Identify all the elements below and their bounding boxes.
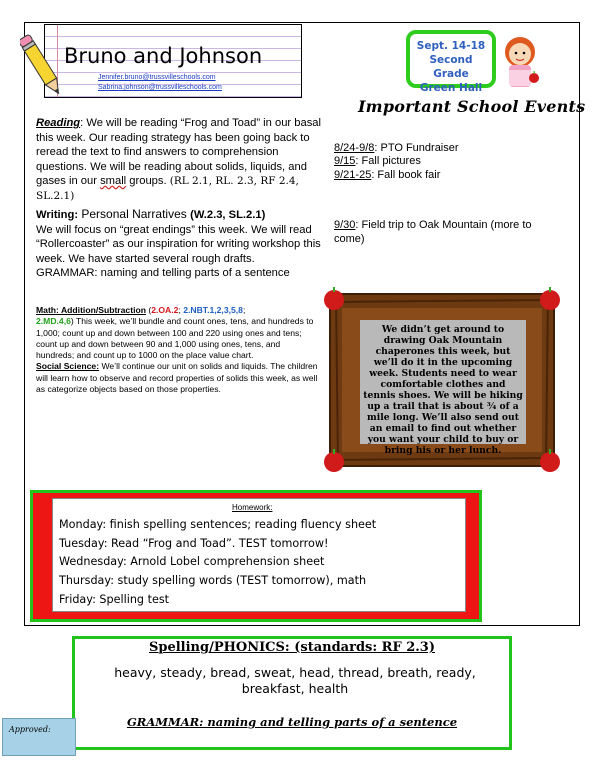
approved-box[interactable] — [2, 718, 76, 756]
email-link-johnson[interactable]: Sabrina.johnson@trussvilleschools.com — [98, 84, 222, 91]
hall-label: Green Hall — [419, 82, 483, 94]
homework-item: Wednesday: Arnold Lobel comprehension sheet — [59, 555, 325, 568]
writing-heading: Writing: — [36, 209, 79, 221]
reading-section: Reading: We will be reading “Frog and Toad” in our basal this week. Our reading strategy has been going back to reread the text to find answers to comprehension questions. We will be reading about solids, liquids, and gases in our small groups. (RL 2.1, RL. 2.3, RF 2.4, SL.2.1) — [36, 117, 322, 202]
grammar-note: GRAMMAR: naming and telling parts of a sentence — [36, 267, 290, 279]
math-heading: Math: Addition/Subtraction — [36, 305, 146, 315]
pencil-icon — [20, 30, 64, 102]
events-title: Important School Events — [358, 97, 586, 116]
homework-item: Thursday: study spelling words (TEST tomorrow), math — [59, 574, 367, 587]
event-item: 9/30: Field trip to Oak Mountain (more to come) — [334, 219, 532, 245]
writing-standards: (W.2.3, SL.2.1) — [190, 209, 266, 221]
homework-title: Homework: — [232, 503, 273, 512]
page-title: Bruno and Johnson — [64, 44, 263, 68]
grade-label: Second Grade — [429, 54, 473, 80]
math-section: Math: Addition/Subtraction (2.OA.2; 2.NBT.1,2,3,5,8; 2.MD.4,6) This week, we’ll bundle and count ones, tens, and hundreds to 1,000; count up and down between 100 and 220 using ones and tens; count up and down between 90 and 1,000 using ones, tens, and hundreds; and count up to 1000 on the place value chart. Social Science: We’ll continue our unit on solids and liquids. The children will learn how to observe and record properties of solids this week, as well as categorize objects based on those properties. — [36, 305, 318, 395]
grammar-focus: GRAMMAR: naming and telling parts of a sentence — [126, 715, 458, 729]
event-item: 9/21-25: Fall book fair — [334, 169, 441, 181]
spelling-title: Spelling/PHONICS: (standards: RF 2.3) — [148, 640, 436, 655]
social-heading: Social Science: — [36, 361, 100, 372]
homework-item: Friday: Spelling test — [59, 593, 170, 606]
reading-heading: Reading — [36, 117, 81, 129]
writing-section: Writing: Personal Narratives (W.2.3, SL.2.1) We will focus on “great endings” this week. We will read “Rollercoaster” as our inspiration for writing workshop this week. We have started several rough drafts. GRAMMAR: naming and telling parts of a sentence — [36, 207, 321, 279]
event-item: 9/15: Fall pictures — [334, 155, 421, 167]
apple-icon — [540, 287, 560, 310]
reading-standards: (RL 2.1, RL. 2.3, RF 2.4, SL.2.1) — [36, 175, 299, 202]
date-box — [406, 30, 496, 94]
week-dates: Sept. 14-18 — [416, 40, 486, 52]
email-link-bruno[interactable]: Jennifer.bruno@trussvilleschools.com — [98, 74, 216, 81]
homework-item: Monday: finish spelling sentences; reading fluency sheet — [59, 518, 377, 531]
approved-label: Approved: — [9, 725, 51, 734]
girl-with-apple-icon — [498, 32, 544, 94]
event-item: 8/24-9/8: PTO Fundraiser — [334, 142, 459, 154]
homework-item: Tuesday: Read “Frog and Toad”. TEST tomorrow! — [59, 537, 329, 550]
field-trip-note: We didn’t get around to drawing Oak Mountain chaperones this week, but we’ll do it in the upcoming week. Students need to wear comfortable clothes and tennis shoes. We will be hiking up a trail that is about ¾ of a mile long. We’ll also send out an email to find out whether you want your child to buy or bring his or her lunch. — [360, 320, 526, 444]
apple-icon — [324, 287, 344, 310]
spelling-words: heavy, steady, bread, sweat, head, thread, breath, ready, breakfast, health — [114, 665, 476, 696]
